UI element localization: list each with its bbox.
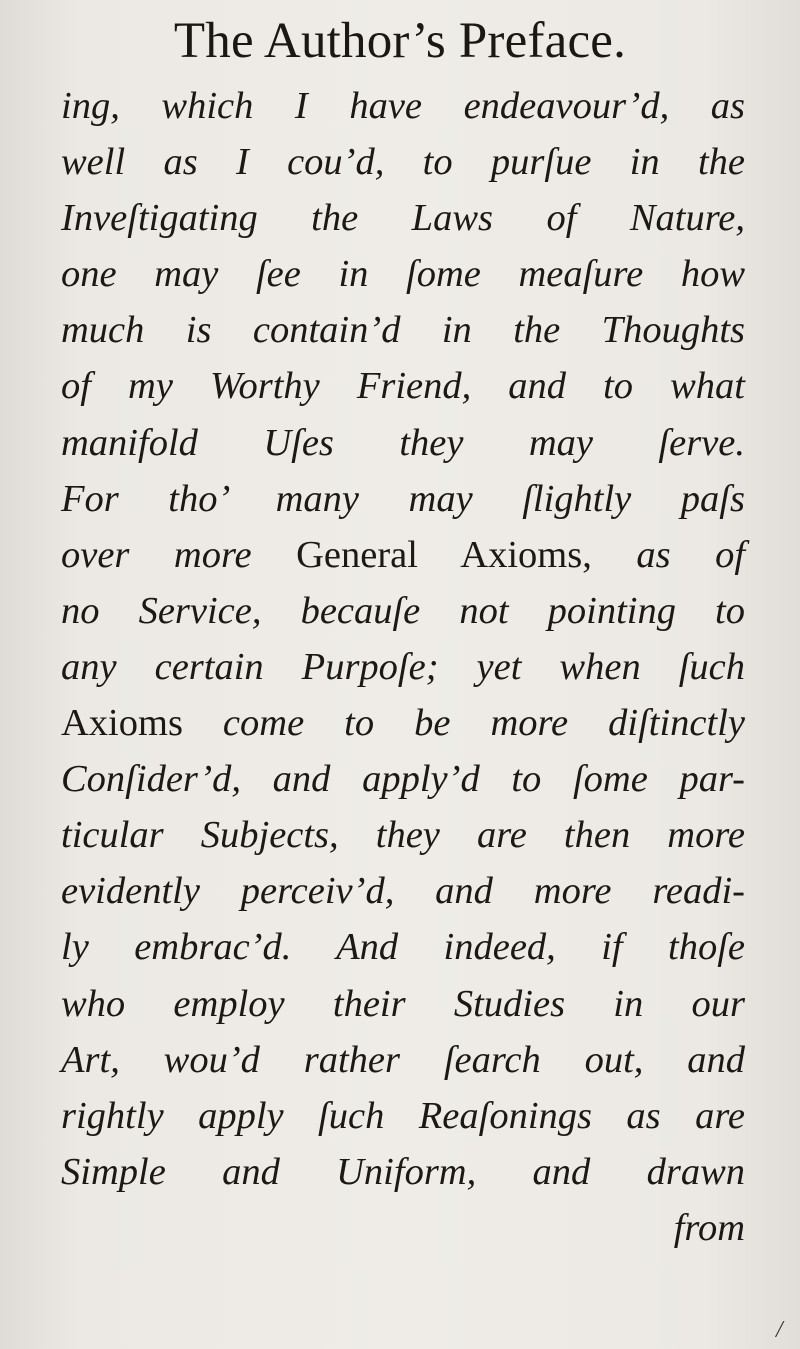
text-line: ly embrac’d. And indeed, if thoſe xyxy=(61,926,745,969)
text-line: manifold Uſes they may ſerve. xyxy=(61,421,745,464)
running-title: The Author’s Preface. xyxy=(173,13,627,69)
text-line: any certain Purpoſe; yet when ſuch xyxy=(61,645,745,688)
roman-phrase: General Axioms, xyxy=(296,533,592,576)
roman-phrase: Axioms xyxy=(61,702,183,745)
text-line: rightly apply ſuch Reaſonings as are xyxy=(61,1094,745,1137)
text-line: much is contain’d in the Thoughts xyxy=(61,309,745,352)
text-line: ticular Subjects, they are then more xyxy=(61,814,745,857)
text-line: Simple and Uniform, and drawn xyxy=(61,1150,745,1193)
text-line: Conſider’d, and apply’d to ſome par- xyxy=(61,758,745,801)
catchword: from xyxy=(673,1206,745,1249)
text-line: of my Worthy Friend, and to what xyxy=(61,365,745,408)
text-line: ing, which I have endeavour’d, as xyxy=(61,85,745,127)
text-line: one may ſee in ſome meaſure how xyxy=(61,253,745,296)
text-line: Art, wou’d rather ſearch out, and xyxy=(61,1038,745,1081)
corner-mark: / xyxy=(776,1317,783,1343)
text-line: Inveſtigating the Laws of Nature, xyxy=(61,197,745,240)
text-line: no Service, becauſe not pointing to xyxy=(61,589,745,632)
text-line: evidently perceiv’d, and more readi- xyxy=(61,870,745,913)
body-text xyxy=(61,78,745,1256)
text-line: who employ their Studies in our xyxy=(61,982,745,1025)
text-line: For tho’ many may ſlightly paſs xyxy=(61,477,745,520)
text-line: over more General Axioms, as of xyxy=(61,533,746,576)
text-line: Axioms come to be more diſtinctly xyxy=(61,702,745,745)
text-line: well as I cou’d, to purſue in the xyxy=(61,141,745,184)
